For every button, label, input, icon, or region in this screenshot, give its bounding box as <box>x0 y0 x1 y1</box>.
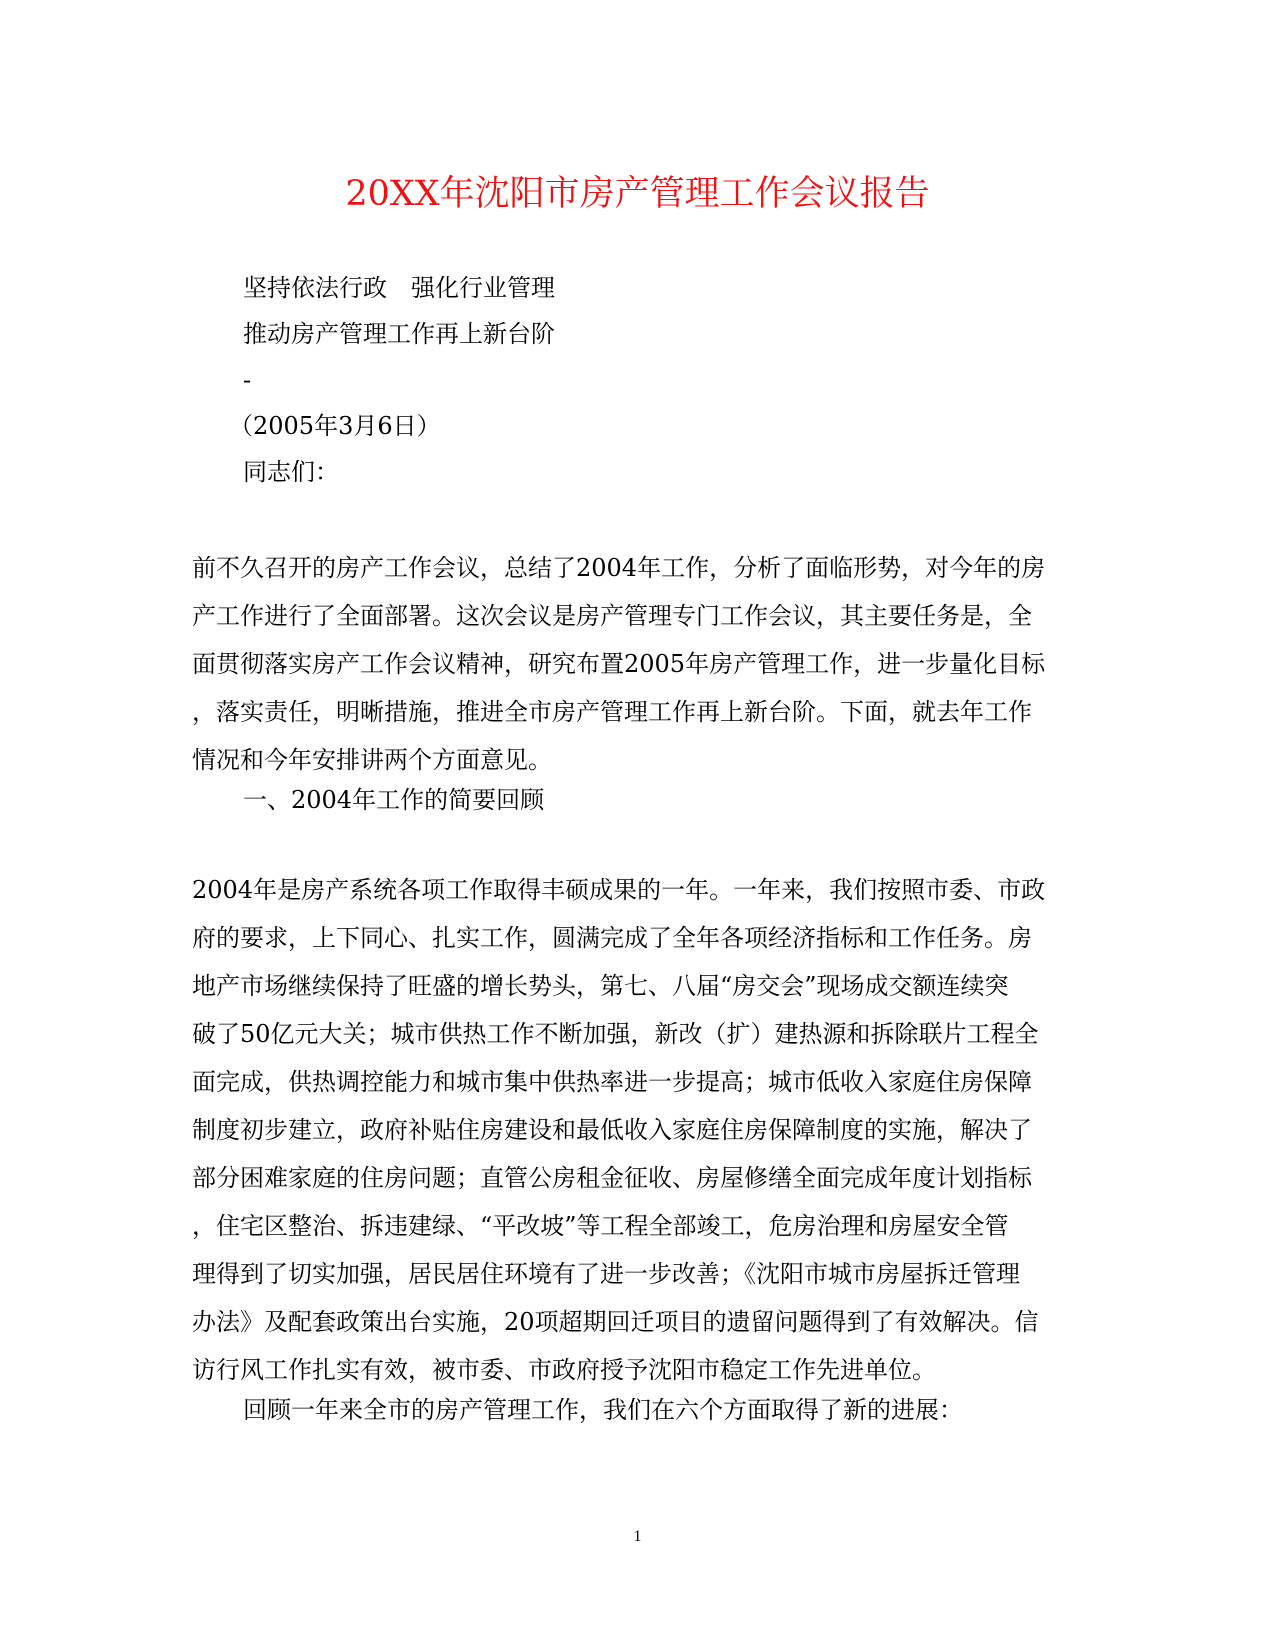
paragraph-line: 理得到了切实加强，居民居住环境有了进一步改善；《沈阳市城市房屋拆迁管理 <box>192 1260 1020 1288</box>
paragraph-line: 部分困难家庭的住房问题；直管公房租金征收、房屋修缮全面完成年度计划指标 <box>192 1164 1032 1192</box>
closing-line: 回顾一年来全市的房产管理工作，我们在六个方面取得了新的进展： <box>243 1396 963 1424</box>
paragraph-line: 办法》及配套政策出台实施，20项超期回迁项目的遗留问题得到了有效解决。信 <box>192 1308 1039 1336</box>
paragraph-line: 情况和今年安排讲两个方面意见。 <box>192 746 552 774</box>
paragraph-line: 面贯彻落实房产工作会议精神，研究布置2005年房产管理工作，进一步量化目标 <box>192 650 1046 678</box>
paragraph-line: 制度初步建立，政府补贴住房建设和最低收入家庭住房保障制度的实施，解决了 <box>192 1116 1032 1144</box>
subtitle-line-1: 坚持依法行政 强化行业管理 <box>243 274 555 302</box>
section-heading: 一、2004年工作的简要回顾 <box>243 786 545 814</box>
date-line: （2005年3月6日） <box>229 412 441 440</box>
paragraph-line: 产工作进行了全面部署。这次会议是房产管理专门工作会议，其主要任务是，全 <box>192 602 1032 630</box>
paragraph-review <box>192 866 1072 1394</box>
paragraph-line: ，住宅区整治、拆违建绿、“平改坡”等工程全部竣工，危房治理和房屋安全管 <box>192 1212 1009 1240</box>
paragraph-line: 前不久召开的房产工作会议，总结了2004年工作，分析了面临形势，对今年的房 <box>192 554 1046 582</box>
paragraph-line: 府的要求，上下同心、扎实工作，圆满完成了全年各项经济指标和工作任务。房 <box>192 924 1032 952</box>
paragraph-line: 访行风工作扎实有效，被市委、市政府授予沈阳市稳定工作先进单位。 <box>192 1356 936 1384</box>
salutation: 同志们： <box>243 458 339 486</box>
paragraph-intro <box>192 544 1072 784</box>
subtitle-line-2: 推动房产管理工作再上新台阶 <box>243 320 555 348</box>
document-title: 20XX年沈阳市房产管理工作会议报告 <box>345 174 930 214</box>
paragraph-line: 面完成，供热调控能力和城市集中供热率进一步提高；城市低收入家庭住房保障 <box>192 1068 1032 1096</box>
separator-dash: - <box>243 366 252 394</box>
paragraph-line: ，落实责任，明晰措施，推进全市房产管理工作再上新台阶。下面，就去年工作 <box>192 698 1032 726</box>
paragraph-line: 地产市场继续保持了旺盛的增长势头，第七、八届“房交会”现场成交额连续突 <box>192 972 1009 1000</box>
page-number: 1 <box>633 1528 642 1545</box>
paragraph-line: 2004年是房产系统各项工作取得丰硕成果的一年。一年来，我们按照市委、市政 <box>192 876 1046 904</box>
paragraph-line: 破了50亿元大关；城市供热工作不断加强，新改（扩）建热源和拆除联片工程全 <box>192 1020 1039 1048</box>
